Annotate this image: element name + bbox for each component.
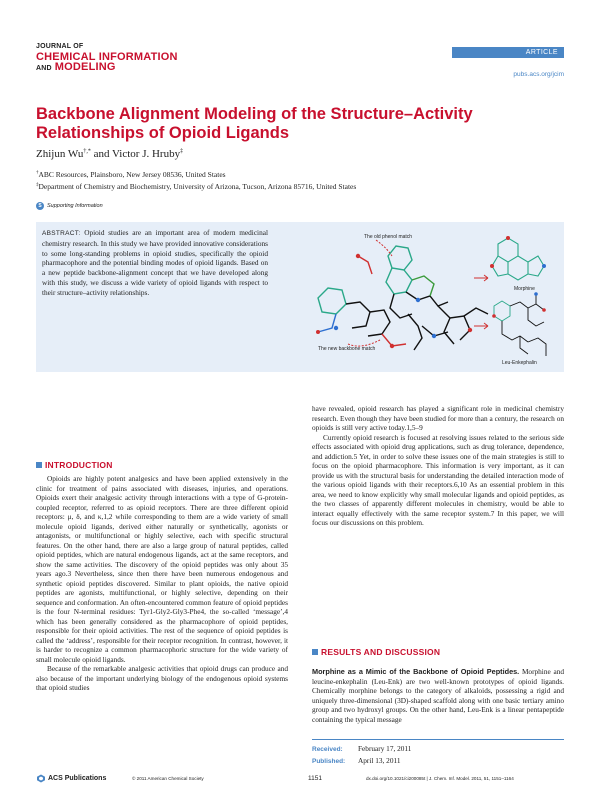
page-number: 1151 (308, 774, 322, 782)
acs-publications-label: ACS Publications (48, 774, 107, 782)
intro-paragraph-1: Opioids are highly potent analgesics and have been applied extensively in the clinic for treatment of pains associated with diseases, injuries, and operations. Opioids exert their analgesic activity through interactions with a type of G-protein-coupled receptor, referred to as opioid receptors. There are three different opioid receptors: μ, δ, and κ,1,2 while corresponding to them are a wide variety of small molecule opioid ligands, derived either naturally or synthetically, agonists or antagonists, or multifunctional or highly selective, each with specific structural features. On the other hand, there are also a large group of natural peptides, called opioid peptides, which are natural endogenous ligands, act at the same receptors, and show the same activities. The discovery of the opioid peptides was only about 35 years ago.3 Nevertheless, since then there have been numerous endogenous and synthetic opioid peptides discovered. Similar to plant opioids, the native opioid peptides are agonists, multifunctional, or highly selective, depending on their sequence and conformation. An often-encountered common feature of opioid peptides is the four N-terminal residues: Tyr1-Gly2-Gly3-Phe4, the so-called ‘message’,4 which has been generally considered as the pharmacophore of opioid peptides, responsible for their opioid activities. The rest of the sequence of opioid peptides is called the ‘address’, responsible for their receptor recognition. In contrast, however, it is harder to recognize a common pharmacophoric structure for the wide variety of small molecule opioid ligands. (36, 474, 288, 664)
toc-label-new-backbone: The new backbone match (318, 346, 376, 352)
affiliation-1 (36, 170, 226, 179)
results-column (312, 667, 564, 724)
journal-logo (36, 42, 186, 74)
affiliation-2 (36, 182, 356, 191)
morphine-oxygen-atom (490, 264, 494, 268)
abstract-text: Opioid studies are an important area of modern medicinal chemistry research. In this study we have provided innovative considerations to some long-standing problems in opioid studies, specifically the opioid pharmacophore and the potential binding modes of opioid ligands. Based on a new peptide backbone-alignment concept that we have developed along with this study, we discuss a wide variety of opioid ligands with respect to their structure–activity relationships. (42, 228, 268, 297)
overlay-molecule (316, 246, 488, 350)
section-marker-icon (36, 462, 42, 468)
section-introduction-heading (36, 460, 113, 470)
published-label: Published: (312, 757, 346, 765)
results-subtitle: Morphine as a Mimic of the Backbone of Opioid Peptides. (312, 667, 520, 676)
results-paragraph-1 (312, 667, 564, 724)
acs-publications-logo[interactable] (36, 774, 106, 783)
intro-paragraph-2: Because of the remarkable analgesic activities that opioid drugs can produce and also because of the important underlying biology of the endogenous opioid systems that opioid studies (36, 664, 288, 692)
morphine-hydroxyl-atom (506, 236, 510, 240)
article-dates (312, 739, 564, 767)
published-date: April 13, 2011 (358, 755, 401, 765)
article-title: Backbone Alignment Modeling of the Structure–Activity Relationships of Opioid Ligands (36, 105, 473, 142)
toc-label-leu-enkephalin: Leu-Enkephalin (502, 360, 537, 366)
doi-citation[interactable]: dx.doi.org/10.1021/ci200085t | J. Chem. Inf. Model. 2011, 51, 1151–1164 (366, 775, 514, 781)
section-results-title: RESULTS AND DISCUSSION (321, 647, 441, 657)
affiliation-2-text: Department of Chemistry and Biochemistry, University of Arizona, Tucson, Arizona 85716, United States (38, 182, 357, 191)
received-label: Received: (312, 746, 343, 753)
toc-graphic (288, 226, 560, 368)
received-date: February 17, 2011 (358, 744, 412, 753)
author-1-name[interactable]: Zhijun Wu (36, 148, 84, 160)
introduction-column (36, 474, 288, 693)
journal-logo-line2: CHEMICAL INFORMATION (36, 51, 178, 63)
author-and: and (90, 148, 113, 160)
right-column-top (312, 404, 564, 528)
right-paragraph-1: have revealed, opioid research has played a significant role in medicinal chemistry research. Even though they have been studied for more than a century, the research on opioids is still very active today.1,5–9 (312, 404, 564, 432)
affiliation-1-mark: † (36, 170, 39, 176)
right-paragraph-2: Currently opioid research is focused at resolving issues related to the serious side effects associated with opioid drug applications, such as drug tolerance, dependence, and addiction.5 Yet, in order to solve these issues one of the main strategies is still to focus on the opioid pharmacophore. This information is very important, as it can provide us with the structural basis for understanding the detailed interaction mode of the various opioid ligands with their receptors.6,10 As an essential problem in this area, we need to know explicitly why small molecular ligands and opioid peptides, as the two classes of apparently different molecules in chemistry, would be able to interact equally effectively with the same receptor system.7 In this paper, we will focus our discussions on this problem. (312, 432, 564, 527)
toc-label-old-phenol: The old phenol match (364, 234, 413, 240)
affiliation-1-text: ABC Resources, Plainsboro, New Jersey 08536, United States (38, 170, 226, 179)
author-1-affil: †,* (83, 148, 91, 155)
section-marker-icon (312, 649, 318, 655)
leu-enkephalin-structure (494, 294, 546, 356)
abstract-label: ABSTRACT: (42, 230, 81, 237)
page-footer (36, 773, 564, 783)
supporting-info-label: Supporting Information (47, 203, 103, 209)
author-2-name[interactable]: Victor J. Hruby (112, 148, 181, 160)
toc-label-morphine: Morphine (514, 286, 535, 292)
affiliation-2-mark: ‡ (36, 182, 39, 188)
section-introduction-title: INTRODUCTION (45, 460, 113, 470)
journal-logo-line1: JOURNAL OF (36, 43, 84, 50)
abstract (42, 228, 268, 298)
journal-logo-line3-big: MODELING (54, 61, 116, 73)
supporting-info-icon: S (36, 202, 44, 210)
section-results-heading (312, 647, 440, 657)
author-2-affil: ‡ (180, 148, 184, 155)
article-type-bar: ARTICLE (452, 47, 564, 58)
journal-url-link[interactable]: pubs.acs.org/jcim (513, 71, 564, 78)
results-text: Morphine and leucine-enkephalin (Leu-Enk) are two well-known prototypes of opioid ligands. Chemically morphine belongs to the category of alkaloids, possessing a rigid and uniquely three-dimensional (3D)-shaped scaffold along with one basic tertiary amino group and two hydroxyl groups. On the other hand, Leu-Enk is a linear pentapeptide containing the typical message (312, 667, 564, 724)
morphine-structure (492, 238, 544, 280)
journal-logo-line3-small: AND (36, 65, 52, 72)
morphine-nitrogen-atom (542, 264, 546, 268)
copyright-notice: © 2011 American Chemical Society (132, 775, 204, 781)
match-arrows (348, 240, 488, 346)
acs-hexagon-icon (36, 774, 46, 783)
leu-oxygen-atom (542, 308, 546, 312)
supporting-information-link[interactable] (36, 202, 103, 210)
leu-nitrogen-atom (534, 292, 538, 296)
leu-hydroxyl-atom (492, 314, 496, 318)
author-list (36, 148, 183, 160)
